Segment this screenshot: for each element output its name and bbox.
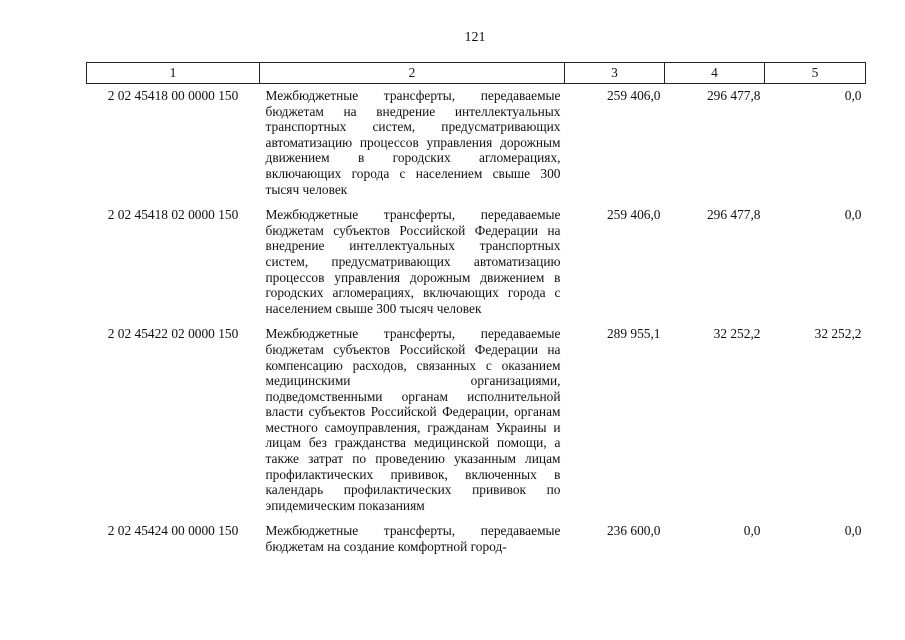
value-col-4: 296 477,8 — [706, 207, 761, 223]
budget-table — [86, 62, 866, 561]
header-col-4: 4 — [665, 63, 765, 84]
value-col-3: 259 406,0 — [606, 207, 661, 223]
row-description: Межбюджетные трансферты, передаваемые бюджетам на создание комфортной город- — [265, 523, 561, 555]
value-col-3: 259 406,0 — [606, 88, 661, 103]
header-col-2: 2 — [260, 63, 565, 84]
row-description: Межбюджетные трансферты, передаваемые бюджетам субъектов Российской Федерации на компенсацию расходов, связанных с оказанием медицинскими организациями, подведомственными органам исполнительной власти субъектов Российской Федерации, органам местного самоуправления, гражданам Украины и лицам без гражданства медицинской помощи, а также затрат по проведению указанным лицам профилактических прививок, включенных в календарь профилактических прививок по эпидемическим показаниям — [265, 326, 561, 513]
budget-code: 2 02 45418 00 0000 150 — [107, 88, 239, 103]
budget-code: 2 02 45418 02 0000 150 — [107, 207, 239, 223]
page-number: 121 — [464, 30, 486, 45]
table-row — [87, 203, 866, 322]
table-body — [87, 84, 866, 561]
row-description: Межбюджетные трансферты, передаваемые бюджетам субъектов Российской Федерации на внедрение интеллектуальных транспортных систем, предусматривающих автоматизацию процессов управления дорожным движением в городских агломерациях, включающих города с населением свыше 300 тысяч человек — [265, 207, 561, 316]
budget-code: 2 02 45424 00 0000 150 — [107, 523, 239, 539]
value-col-4: 32 252,2 — [713, 326, 761, 342]
value-col-5: 0,0 — [844, 207, 862, 223]
value-col-3: 289 955,1 — [606, 326, 661, 342]
table-row — [87, 322, 866, 519]
header-row — [87, 63, 866, 84]
value-col-4: 0,0 — [743, 523, 761, 539]
header-col-3: 3 — [565, 63, 665, 84]
budget-code: 2 02 45422 02 0000 150 — [107, 326, 239, 342]
value-col-4: 296 477,8 — [706, 88, 761, 103]
table-row — [87, 519, 866, 560]
value-col-5: 0,0 — [844, 523, 862, 539]
table-row — [87, 84, 866, 204]
table-header — [87, 63, 866, 84]
value-col-5: 0,0 — [844, 88, 862, 103]
header-col-1: 1 — [87, 63, 260, 84]
row-description: Межбюджетные трансферты, передаваемые бюджетам на внедрение интеллектуальных транспортных систем, предусматривающих автоматизацию процессов управления дорожным движением в городских агломерациях, включающих города с населением свыше 300 тысяч человек — [265, 88, 561, 197]
header-col-5: 5 — [765, 63, 866, 84]
value-col-3: 236 600,0 — [606, 523, 661, 539]
value-col-5: 32 252,2 — [814, 326, 862, 342]
